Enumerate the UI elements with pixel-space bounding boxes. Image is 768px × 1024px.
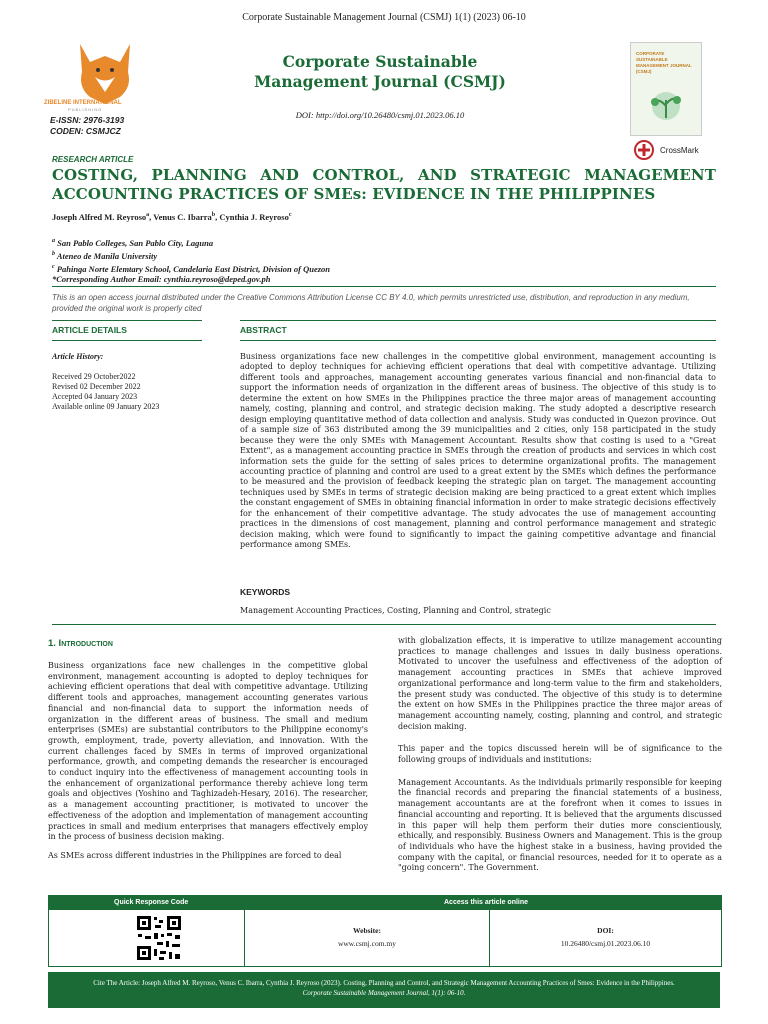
website-link[interactable]: www.csmj.com.my bbox=[337, 939, 397, 948]
crossmark-icon bbox=[632, 140, 656, 160]
affiliations bbox=[52, 236, 330, 285]
affiliation-item: $^b$ Ateneo de Manila University bbox=[52, 250, 158, 261]
cover-title: CORPORATE SUSTAINABLE MANAGEMENT JOURNAL (CSMJ) bbox=[636, 51, 692, 74]
divider bbox=[52, 286, 716, 287]
author-list: Joseph Alfred M. Reyroso$^a$, Venus C. Ibarra$^b$, Cynthia J. Reyroso$^c$ bbox=[52, 212, 292, 222]
affiliation-item: $^c$ Pahinga Norte Elemtary School, Candelaria East District, Division of Quezon bbox=[52, 263, 331, 274]
history-item: Revised 02 December 2022 bbox=[52, 382, 141, 391]
article-history bbox=[52, 372, 159, 412]
corresponding-email: *Corresponding Author Email: cynthia.reyroso@deped.gov.ph bbox=[52, 274, 271, 285]
crossmark-badge[interactable] bbox=[632, 140, 704, 160]
divider bbox=[52, 340, 202, 341]
access-box bbox=[48, 895, 722, 967]
coden: CODEN: CSMJCZ bbox=[50, 126, 121, 136]
paragraph: As SMEs across different industries in the Philippines are forced to deal bbox=[48, 850, 342, 860]
publisher-logo bbox=[44, 42, 160, 112]
keywords-heading: KEYWORDS bbox=[240, 587, 291, 597]
abstract-heading: ABSTRACT bbox=[240, 325, 287, 335]
qr-code-icon[interactable] bbox=[135, 914, 183, 962]
history-item: Accepted 04 January 2023 bbox=[52, 392, 138, 401]
paper-title: COSTING, PLANNING AND CONTROL, AND STRATEGIC MANAGEMENT ACCOUNTING PRACTICES OF SMEs: EVIDENCE IN THE PHILIPPINES bbox=[52, 166, 716, 203]
abstract-text: Business organizations face new challenges in the competitive global environment, management accounting is adopted to deploy techniques for achieving efficient operations that deal with competitive advantage. Utilizing different tools and approaches, management accounting generates various financial and non-financial data to support the information needs of organization in the different areas of business. The objective of this study is to determine the extent on how SMEs in the Philippines practice the three major areas of management accounting namely, costing, planning and control, and strategic decision making. The study adopted a descriptive research design employing quantitative method of data collection and analysis. Study was conducted in Quezon province. Out of a sample size of 363 distributed among the 39 municipalities and 2 cities, only 158 participated in the study because they were the only SMEs with Management Accountant. Results show that costing is used to a "Great Extent", as a management accounting practice in SMEs through the creation of products and services in which cost information sets the guide for the setting of sales prices to determine organizational profits. The management accounting practice of planning and control are used to a great extent by the SMEs which defines the performance to be measured and the provision of feedback keeping the strategic plan on target. The management accounting techniques used by SMEs in terms of strategic decision making are being practiced to a great extent which implies the constant engagement of SMEs in obtaining financial information in order to make strategic decisions effectively for the enhancement of their competitive advantage. The study advocates the use of management accounting practices in the dimensions of cost management, planning and control performance management and strategic decision making, which were found to significantly to impact the gaining competitive advantage and financial performance among SMEs. bbox=[240, 352, 716, 550]
citation-bar bbox=[48, 972, 720, 1008]
issn-block bbox=[50, 115, 124, 137]
access-box-header bbox=[49, 896, 721, 910]
history-item: Received 29 October2022 bbox=[52, 372, 136, 381]
divider bbox=[52, 624, 716, 625]
website-label: Website: bbox=[353, 926, 381, 935]
article-type: RESEARCH ARTICLE bbox=[52, 155, 134, 164]
doi-label: DOI: bbox=[597, 926, 614, 935]
body-column-right bbox=[398, 636, 722, 882]
author-sup: a bbox=[146, 212, 150, 219]
citation-journal: Corporate Sustainable Management Journal, 1(1): 06-10. bbox=[302, 989, 466, 997]
keywords-text: Management Accounting Practices, Costing, Planning and Control, strategic bbox=[240, 606, 551, 615]
article-history-label: Article History: bbox=[52, 352, 104, 361]
publisher-logo-text: ZIBELINE INTERNATIONAL bbox=[44, 100, 122, 106]
license-text: This is an open access journal distributed under the Creative Commons Attribution License CC BY 4.0, which permits unrestricted use, distribution, and reproduction in any medium, provided the original work is properly cited bbox=[52, 293, 690, 313]
introduction-heading: 1. Introduction bbox=[48, 638, 113, 649]
doi-block bbox=[490, 926, 721, 948]
paragraph: This paper and the topics discussed herein will be of significance to the following groups of individuals and institutions: bbox=[398, 744, 722, 765]
divider bbox=[52, 320, 202, 321]
paragraph: Management Accountants. As the individuals primarily responsible for keeping the financial records and preparing the financial statements of a business, management accountants are at the forefront when it comes to issues in financial accounting and reporting. It is believed that the arguments discussed in this paper will help them perform their duties more conscientiously, ethically, and responsibly. Business Owners and Management. This is the group of individuals who have the highest stake in a business, having provided the company with the capital, or financial resources, needed for it to operate as a "going concern". The Government. bbox=[398, 777, 722, 873]
doi-link[interactable]: 10.26480/csmj.01.2023.06.10 bbox=[560, 939, 651, 948]
divider bbox=[240, 340, 716, 341]
cover-illustration-icon bbox=[641, 78, 691, 128]
running-header: Corporate Sustainable Management Journal (CSMJ) 1(1) (2023) 06-10 bbox=[242, 12, 526, 23]
affiliation-item: $^a$ San Pablo Colleges, San Pablo City, Laguna bbox=[52, 237, 214, 248]
citation-text: Cite The Article: Joseph Alfred M. Reyroso, Venus C. Ibarra, Cynthia J. Reyroso (2023). Costing, Planning and Control, and Strategic Management Accounting Practices of Smes: Evidence in the Philippines. bbox=[93, 979, 675, 987]
publisher-logo-sub: PUBLISHING bbox=[68, 107, 103, 112]
body-column-left bbox=[48, 661, 368, 870]
author-name: Joseph Alfred M. Reyroso bbox=[52, 212, 147, 222]
author-name: Cynthia J. Reyroso bbox=[219, 212, 289, 222]
divider bbox=[240, 320, 716, 321]
paragraph: with globalization effects, it is imperative to utilize management accounting practices to manage challenges and issues in daily business operations. Motivated to uncover the usefulness and effectiveness of the adoption of management accounting practices in SMEs that achieve improved organizational performance and long-term value to the firm and stakeholders, the present study was conducted. The objective of this study is to determine the extent on how SMEs in the Philippines practice the three major areas of management accounting namely, costing, planning and control, and strategic decision making. bbox=[398, 636, 722, 731]
journal-doi[interactable]: DOI: http://doi.org/10.26480/csmj.01.2023.06.10 bbox=[295, 110, 465, 120]
journal-cover bbox=[630, 42, 702, 136]
author-name: Venus C. Ibarra bbox=[153, 212, 212, 222]
qr-label: Quick Response Code bbox=[114, 899, 189, 906]
history-item: Available online 09 January 2023 bbox=[52, 402, 160, 411]
crossmark-label: CrossMark bbox=[660, 146, 699, 155]
website-block bbox=[245, 926, 489, 948]
paragraph: Business organizations face new challenges in the competitive global environment, management accounting is adopted to deploy techniques for achieving efficient operations that deal with competitive advantage. Utilizing different tools and approaches, management accounting generates various financial and non-financial data to support the information needs of organization in the different areas of business. The small and medium enterprises (SMEs) are substantial contributors to the Philippine economy's growth, employment, trade, poverty alleviation, and innovation. With the current challenges faced by SMEs in terms of improved organizational performance, growth, and competing demands the researcher is encouraged to conduct inquiry into the effectiveness of management accounting tools in the enhancement of organizational performance thereby achieve long term goals and objectives (Yoshino and Taghizadeh-Hesary, 2016). The researcher, as a management accounting practitioner, is motivated to uncover the effectiveness of the adoption and implementation of management accounting practices in small and medium enterprises that managers effectively employ in the process of business decision making. bbox=[48, 661, 368, 842]
article-details-heading: ARTICLE DETAILS bbox=[52, 325, 127, 335]
author-sup: c bbox=[288, 212, 292, 219]
journal-title: Corporate Sustainable Management Journal (CSMJ) bbox=[254, 52, 506, 91]
e-issn: E-ISSN: 2976-3193 bbox=[50, 115, 125, 125]
access-label: Access this article online bbox=[444, 899, 529, 906]
author-sup: b bbox=[211, 212, 216, 219]
